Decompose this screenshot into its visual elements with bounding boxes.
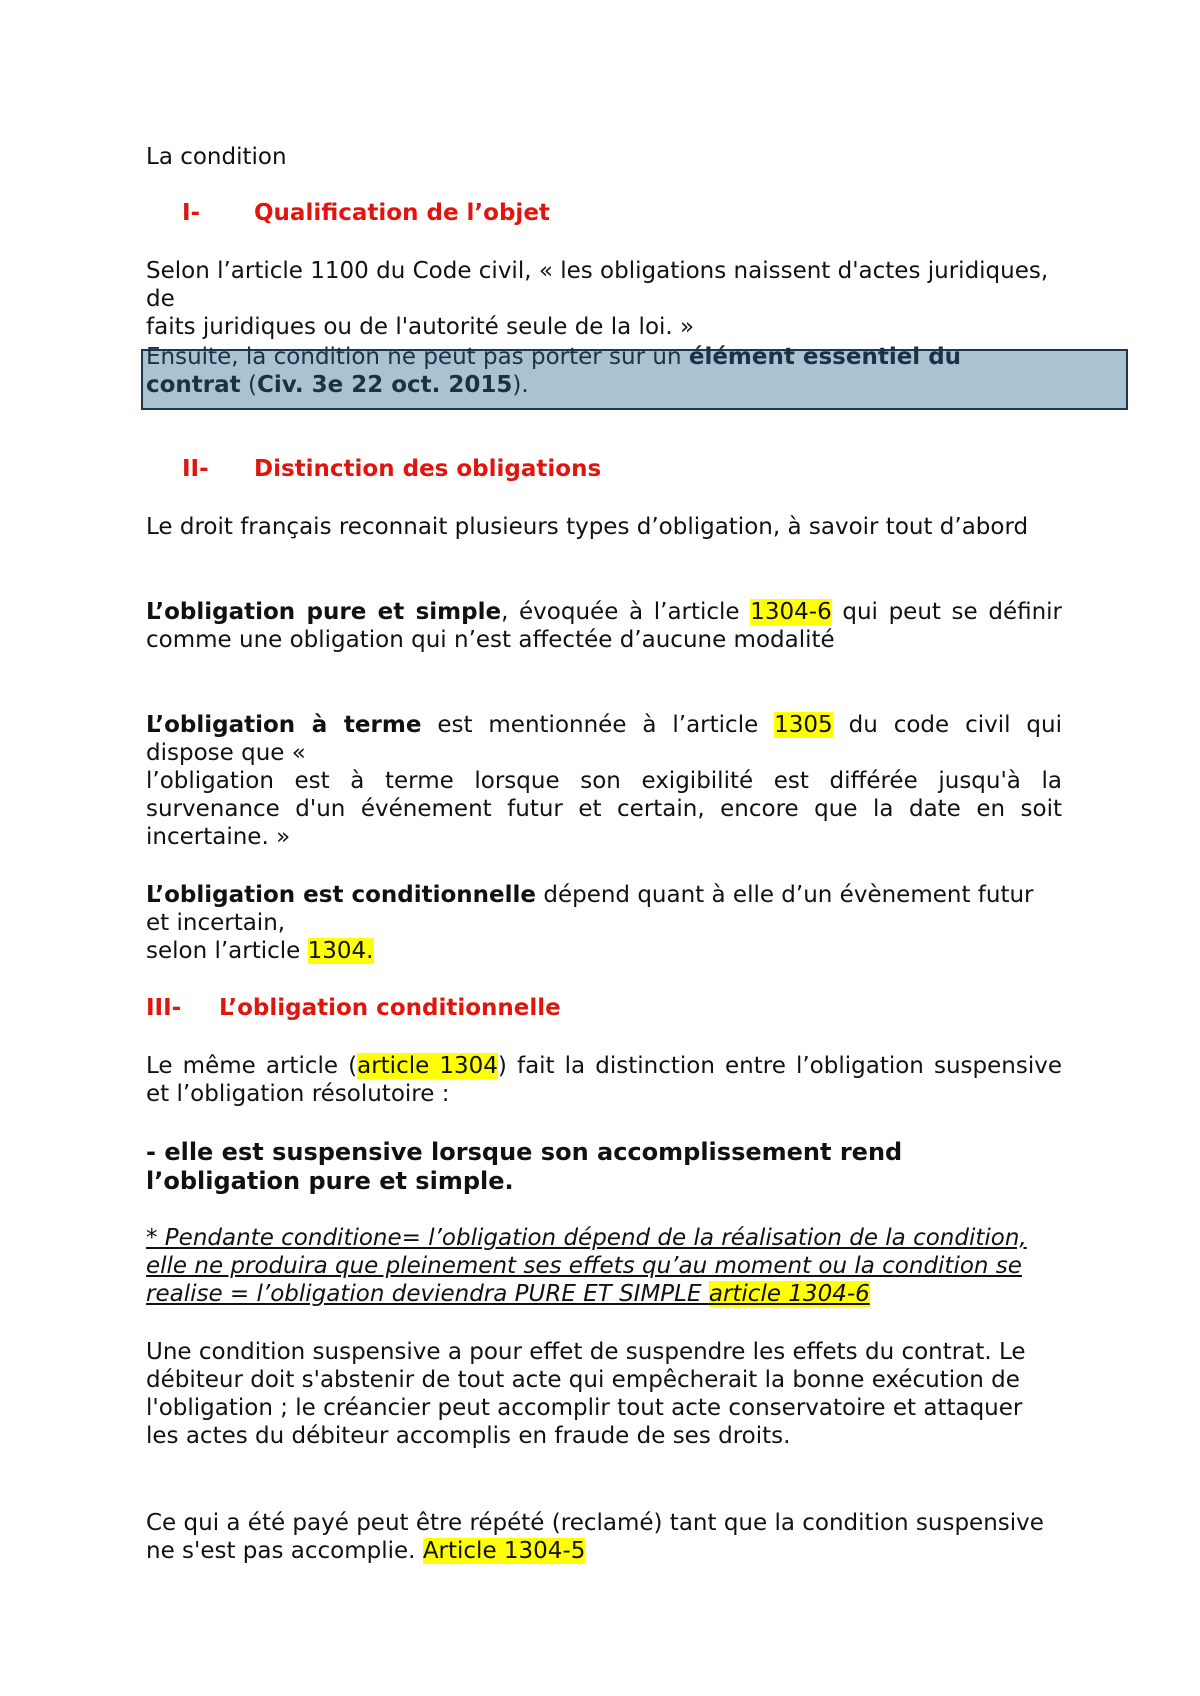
obligation-terme-text: est mentionnée à l’article (421, 712, 775, 738)
section-1-title: Qualification de l’objet (254, 200, 550, 226)
obligation-pure-text: , évoquée à l’article (501, 599, 751, 625)
note-paren-open: ( (240, 372, 257, 398)
article-1100-paragraph (146, 257, 1062, 341)
article-1100-line-2: faits juridiques ou de l'autorité seule de la loi. » (146, 314, 695, 340)
distinction-paragraph (146, 1052, 1062, 1108)
distinction-text-start: Le même article ( (146, 1053, 358, 1079)
section-3-number: III- (146, 995, 182, 1021)
article-1305-highlight: 1305 (774, 712, 833, 738)
obligation-terme-paragraph (146, 711, 1062, 851)
article-1304-highlight: 1304. (307, 938, 374, 964)
article-1304-6-italic-highlight: article 1304-6 (708, 1281, 870, 1307)
repetition-paragraph (146, 1509, 1062, 1565)
section-2-title: Distinction des obligations (254, 456, 602, 482)
obligation-pure-definition: qui peut se définir comme une obligation qui n’est affectée d’aucune modalité (146, 599, 1062, 653)
obligation-pure-term: L’obligation pure et simple (146, 599, 502, 625)
section-3-heading (146, 994, 561, 1022)
note-bold-phrase: élément essentiel du contrat (146, 344, 962, 398)
section-1-heading (182, 199, 550, 227)
highlighted-note-text (146, 343, 1062, 399)
obligation-terme-term: L’obligation à terme (146, 712, 422, 738)
obligation-pure-paragraph (146, 598, 1062, 654)
article-1304-6-highlight: 1304-6 (750, 599, 832, 625)
obligation-terme-quote: l’obligation est à terme lorsque son exigibilité est différée jusqu'à la survenance d'un événement futur et certain, encore que la date en soit incertaine. » (146, 768, 1062, 850)
suspensive-effect-paragraph: Une condition suspensive a pour effet de suspendre les effets du contrat. Le débiteur doit s'abstenir de tout acte qui empêcherait la bonne exécution de l'obligation ; le créancier peut accomplir tout acte conservatoire et attaquer les actes du débiteur accomplis en fraude de ses droits. (146, 1339, 1026, 1449)
section-2-heading (182, 455, 601, 483)
article-1100-line-1: Selon l’article 1100 du Code civil, « les obligations naissent d'actes juridiques, de (146, 258, 1049, 312)
obligation-conditionnelle-paragraph (146, 881, 1062, 965)
repetition-text: Ce qui a été payé peut être répété (reclamé) tant que la condition suspensive ne s'est pas accomplie. (146, 1510, 1044, 1564)
obligation-terme-dispose: du code civil qui dispose que « (146, 712, 1062, 766)
section-3-title: L’obligation conditionnelle (219, 995, 561, 1021)
pendante-conditione-text: * Pendante conditione= l’obligation dépend de la réalisation de la condition, elle ne produira que pleinement ses effets qu’au moment ou la condition se realise = l’obligation deviendra PURE ET SIMPLE (146, 1225, 1027, 1307)
section-2-number: II- (182, 456, 209, 482)
obligation-types-intro: Le droit français reconnait plusieurs types d’obligation, à savoir tout d’abord (146, 514, 1029, 540)
obligation-conditionnelle-text: dépend quant à elle d’un évènement futur et incertain, (146, 882, 1034, 936)
article-1304-ref-highlight: article 1304 (357, 1053, 498, 1079)
note-paren-close: ). (512, 372, 529, 398)
note-case-citation: Civ. 3e 22 oct. 2015 (256, 372, 513, 398)
section-1-number: I- (182, 200, 201, 226)
suspensive-definition-bold: - elle est suspensive lorsque son accomplissement rend l’obligation pure et simple. (146, 1138, 903, 1195)
pendante-conditione-note (146, 1224, 1062, 1308)
article-1304-5-highlight: Article 1304-5 (422, 1538, 586, 1564)
obligation-conditionnelle-term: L’obligation est conditionnelle (146, 882, 537, 908)
distinction-text-rest: ) fait la distinction entre l’obligation suspensive et l’obligation résolutoire : (146, 1053, 1062, 1107)
note-text-start: Ensuite, la condition ne peut pas porter sur un (146, 344, 689, 370)
document-title: La condition (146, 144, 287, 170)
obligation-conditionnelle-ref: selon l’article (146, 938, 308, 964)
